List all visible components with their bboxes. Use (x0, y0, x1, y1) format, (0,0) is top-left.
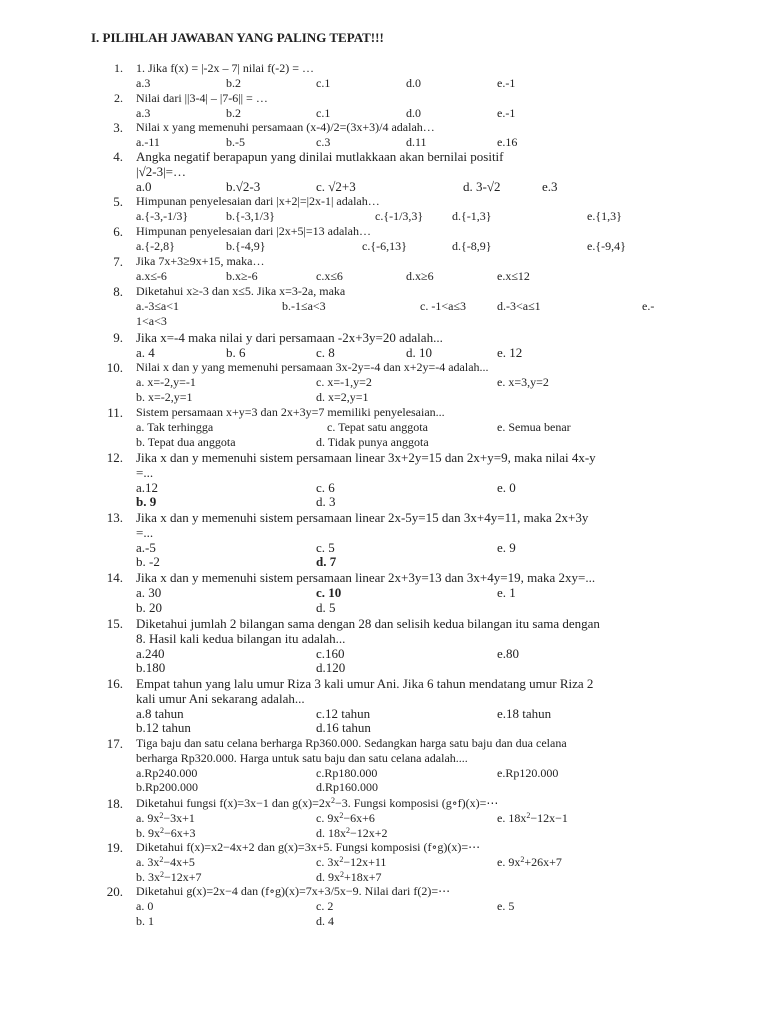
answer-option: d.120 (316, 660, 346, 676)
question-text: Sistem persamaan x+y=3 dan 2x+3y=7 memiliki penyelesaian... (136, 405, 445, 419)
answer-option: c.160 (316, 645, 345, 661)
answer-option: b.-5 (226, 134, 245, 149)
answer-option: d. $9x^2+18x+7$ (316, 869, 382, 884)
answer-option: c.1 (316, 105, 331, 120)
answer-option: b. -2 (136, 554, 160, 570)
answer-option: b.Rp200.000 (136, 780, 199, 795)
answer-option: b. 9 (136, 494, 157, 510)
answer-option: b. x=-2,y=1 (136, 389, 193, 404)
question-number: 3. (113, 120, 123, 135)
question-text: |√2-3|=… (136, 163, 187, 179)
question-text: Tiga baju dan satu celana berharga Rp360.000. Sedangkan harga satu baju dan dua celana (136, 736, 567, 750)
question-number: 11. (107, 405, 123, 420)
answer-option: c.3 (316, 134, 331, 149)
answer-option: c. x=-1,y=2 (316, 374, 372, 389)
answer-option: c.x≤6 (316, 268, 343, 283)
answer-option: e.x≤12 (497, 268, 530, 283)
answer-option: e.3 (542, 178, 558, 194)
question-text: Diketahui fungsi f(x)=3x−1 dan $g(x)=2x^2-3$. Fungsi komposisi (g∘f)(x)=⋯ (136, 796, 499, 810)
question-text: 1. Jika f(x) = |-2x – 7| nilai f(-2) = … (136, 61, 314, 75)
question-number: 5. (113, 194, 123, 209)
answer-option: e. 9 (497, 539, 516, 555)
answer-option: a. 0 (136, 898, 154, 913)
answer-option: a. x=-2,y=-1 (136, 374, 196, 389)
question-number: 6. (113, 224, 123, 239)
question-text: Himpunan penyelesaian dari |2x+5|=13 adalah… (136, 224, 371, 238)
answer-option: b.{-3,1/3} (226, 208, 275, 223)
question-text: berharga Rp320.000. Harga untuk satu baju dan satu celana adalah.... (136, 750, 468, 765)
answer-option: b. 20 (136, 599, 162, 615)
answer-option: a.-3≤a<1 (136, 298, 180, 313)
answer-option: a. 30 (136, 584, 162, 600)
answer-option: c. 2 (316, 898, 334, 913)
answer-option: a.0 (136, 178, 152, 194)
answer-option: a.8 tahun (136, 705, 184, 721)
answer-option: d.{-1,3} (452, 208, 492, 223)
answer-option: e. 1 (497, 584, 516, 600)
answer-option: b. Tepat dua anggota (136, 434, 236, 449)
answer-option: d. 7 (316, 554, 337, 570)
question-text: Nilai x dan y yang memenuhi persamaan 3x-2y=-4 dan x+2y=-4 adalah... (136, 360, 489, 374)
answer-option: d. 3 (316, 494, 336, 510)
answer-option: a.12 (136, 479, 159, 495)
answer-option: a.Rp240.000 (136, 765, 198, 780)
answer-option: c.{-6,13} (362, 238, 407, 253)
answer-option: c. 8 (316, 344, 335, 360)
answer-option: a.x≤-6 (136, 268, 167, 283)
answer-option: d. $18x^2-12x+2$ (316, 825, 388, 840)
section-title: I. PILIHLAH JAWABAN YANG PALING TEPAT!!! (91, 30, 384, 45)
answer-option: a. $3x^2-4x+5$ (136, 854, 195, 869)
answer-option: e.-1 (497, 75, 516, 90)
question-number: 1. (114, 61, 123, 75)
question-number: 16. (106, 676, 123, 691)
question-number: 13. (106, 510, 123, 525)
question-text: Empat tahun yang lalu umur Riza 3 kali umur Ani. Jika 6 tahun mendatang umur Riza 2 (136, 676, 594, 691)
answer-option: a.240 (136, 645, 165, 661)
answer-option: b. $9x^2-6x+3$ (136, 825, 196, 840)
answer-option: e.-1 (497, 105, 516, 120)
answer-option: c.1 (316, 75, 331, 90)
answer-option: e.Rp120.000 (497, 765, 559, 780)
answer-option: e. $9x^2+26x+7$ (497, 854, 562, 869)
question-number: 19. (106, 840, 123, 855)
answer-option: b.180 (136, 660, 166, 676)
question-text: Angka negatif berapapun yang dinilai mutlakkaan akan bernilai positif (136, 149, 504, 164)
answer-option: d.{-8,9} (452, 238, 492, 253)
answer-option: a.3 (136, 75, 151, 90)
answer-option: c.12 tahun (316, 705, 371, 721)
answer-option: e. x=3,y=2 (497, 374, 549, 389)
answer-option: d.0 (406, 75, 421, 90)
question-number: 20. (106, 884, 123, 899)
answer-option: e.- (642, 298, 655, 313)
question-number: 9. (113, 330, 123, 345)
question-text: Nilai x yang memenuhi persamaan (x-4)/2=(3x+3)/4 adalah… (136, 120, 435, 134)
answer-option: e.{-9,4} (587, 238, 626, 253)
answer-option: c. $3x^2-12x+11$ (316, 854, 387, 869)
answer-option: d.-3<a≤1 (497, 298, 541, 313)
answer-option: e.{1,3} (587, 208, 622, 223)
answer-option: c.{-1/3,3} (375, 208, 424, 223)
question-text: Jika 7x+3≥9x+15, maka… (136, 254, 265, 268)
question-text: Diketahui x≥-3 dan x≤5. Jika x=3-2a, maka (136, 284, 346, 298)
answer-option: d. x=2,y=1 (316, 389, 369, 404)
answer-option: c. -1<a≤3 (420, 298, 467, 313)
answer-option: e. 12 (497, 344, 523, 360)
question-text: 8. Hasil kali kedua bilangan itu adalah... (136, 630, 346, 646)
question-number: 10. (106, 360, 123, 375)
answer-option: e.18 tahun (497, 705, 552, 721)
answer-option: c. Tepat satu anggota (327, 419, 428, 434)
question-text: Jika x dan y memenuhi sistem persamaan linear 2x-5y=15 dan 3x+4y=11, maka 2x+3y (136, 510, 589, 525)
answer-option: a. $9x^2-3x+1$ (136, 810, 195, 825)
answer-option: b. 6 (226, 344, 246, 360)
answer-option: e. 0 (497, 479, 516, 495)
answer-option: b.-1≤a<3 (282, 298, 326, 313)
question-number: 12. (106, 450, 123, 465)
answer-option: d.Rp160.000 (316, 780, 379, 795)
question-number: 2. (114, 91, 123, 105)
answer-option: a. Tak terhingga (136, 419, 214, 434)
answer-option: b.12 tahun (136, 720, 191, 736)
answer-option: c.Rp180.000 (316, 765, 378, 780)
answer-option: a.-11 (136, 134, 160, 149)
answer-option: d. 3-√2 (463, 178, 501, 194)
question-text: kali umur Ani sekarang adalah... (136, 690, 305, 706)
answer-option: a.-5 (136, 539, 156, 555)
answer-option: 1<a<3 (136, 313, 167, 328)
question-text: Jika x=-4 maka nilai y dari persamaan -2x+3y=20 adalah... (136, 330, 443, 345)
answer-option: d.0 (406, 105, 421, 120)
answer-option: c. 5 (316, 539, 335, 555)
answer-option: c. $9x^2-6x+6$ (316, 810, 375, 825)
answer-option: e. 5 (497, 898, 515, 913)
answer-option: d.x≥6 (406, 268, 434, 283)
answer-option: a.{-2,8} (136, 238, 175, 253)
answer-option: d. Tidak punya anggota (316, 434, 429, 449)
question-text: Diketahui jumlah 2 bilangan sama dengan 28 dan selisih kedua bilangan itu sama dengan (136, 616, 600, 631)
answer-option: e.16 (497, 134, 518, 149)
answer-option: b.{-4,9} (226, 238, 266, 253)
question-number: 14. (106, 570, 123, 585)
answer-option: c. √2+3 (316, 178, 356, 194)
answer-option: d.16 tahun (316, 720, 371, 736)
question-text: Jika x dan y memenuhi sistem persamaan linear 3x+2y=15 dan 2x+y=9, maka nilai 4x-y (136, 450, 596, 465)
answer-option: d. 5 (316, 599, 336, 615)
question-text: Diketahui f(x)=x2−4x+2 dan g(x)=3x+5. Fungsi komposisi (f∘g)(x)=⋯ (136, 840, 481, 854)
question-text: Diketahui g(x)=2x−4 dan (f∘g)(x)=7x+3/5x−9. Nilai dari f(2)=⋯ (136, 884, 451, 898)
question-text: =... (136, 524, 154, 540)
answer-option: d. 10 (406, 344, 432, 360)
question-text: =... (136, 464, 154, 480)
answer-option: a.3 (136, 105, 151, 120)
question-number: 8. (113, 284, 123, 299)
question-number: 17. (106, 736, 123, 751)
answer-option: b. 1 (136, 913, 154, 928)
answer-option: b.x≥-6 (226, 268, 258, 283)
question-number: 4. (113, 149, 123, 164)
question-number: 7. (113, 254, 123, 269)
question-number: 18. (106, 796, 123, 811)
answer-option: b.2 (226, 75, 241, 90)
answer-option: e. $18x^2-12x-1$ (497, 810, 568, 825)
answer-option: b. $3x^2-12x+7$ (136, 869, 202, 884)
answer-option: c. 6 (316, 479, 335, 495)
question-text: Jika x dan y memenuhi sistem persamaan linear 2x+3y=13 dan 3x+4y=19, maka 2xy=... (136, 570, 596, 585)
answer-option: c. 10 (316, 584, 342, 600)
answer-option: b.√2-3 (226, 178, 261, 194)
answer-option: d. 4 (316, 913, 334, 928)
answer-option: a. 4 (136, 344, 155, 360)
question-number: 15. (106, 616, 123, 631)
question-text: Nilai dari ||3-4| – |7-6|| = … (136, 91, 268, 105)
answer-option: e. Semua benar (497, 419, 571, 434)
answer-option: a.{-3,-1/3} (136, 208, 189, 223)
answer-option: b.2 (226, 105, 241, 120)
question-text: Himpunan penyelesaian dari |x+2|=|2x-1| adalah… (136, 194, 380, 208)
answer-option: e.80 (497, 645, 520, 661)
answer-option: d.11 (406, 134, 427, 149)
